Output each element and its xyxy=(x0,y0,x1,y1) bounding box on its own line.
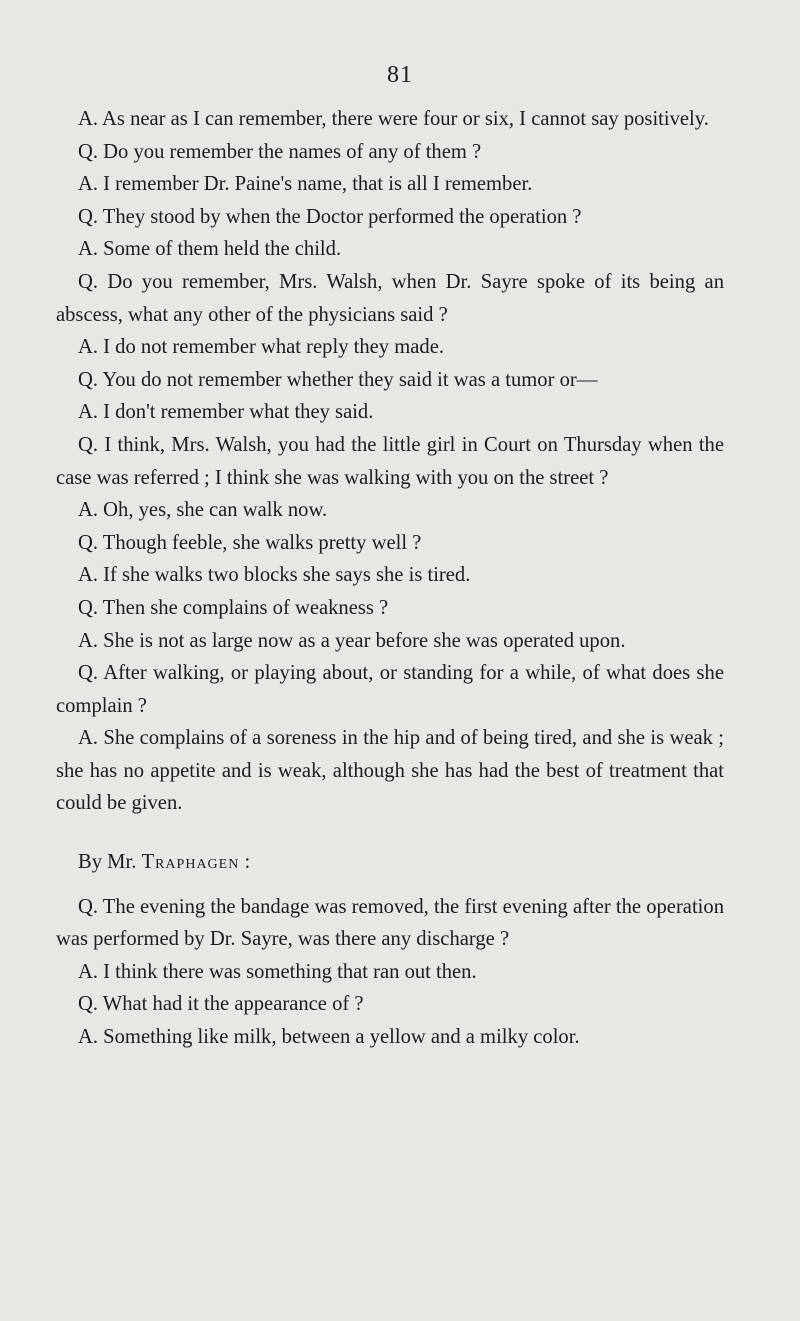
paragraph: A. I think there was something that ran out then. xyxy=(78,960,477,983)
byline-suffix: : xyxy=(239,851,251,874)
paragraph: Q. Though feeble, she walks pretty well ? xyxy=(78,531,422,554)
paragraph: Q. I think, Mrs. Walsh, you had the little girl in Court on Thursday when the case was referred ; I think she was walking with you on the street ? xyxy=(56,433,724,489)
paragraph: A. I remember Dr. Paine's name, that is all I remember. xyxy=(78,173,533,196)
paragraph: Q. Do you remember the names of any of them ? xyxy=(78,140,482,163)
paragraph: Q. They stood by when the Doctor performed the operation ? xyxy=(78,205,582,228)
testimony-part-2 xyxy=(56,891,724,1054)
paragraph: A. As near as I can remember, there were four or six, I cannot say positively. xyxy=(78,108,709,130)
paragraph: A. If she walks two blocks she says she is tired. xyxy=(78,564,471,587)
paragraph: Q. Do you remember, Mrs. Walsh, when Dr. Sayre spoke of its being an abscess, what any other of the physicians said ? xyxy=(56,270,724,326)
testimony-part-1 xyxy=(56,103,724,820)
paragraph: A. I don't remember what they said. xyxy=(78,401,374,424)
paragraph: A. I do not remember what reply they made. xyxy=(78,336,444,359)
paragraph: Q. The evening the bandage was removed, the first evening after the operation was performed by Dr. Sayre, was there any discharge ? xyxy=(56,895,724,951)
paragraph: Q. After walking, or playing about, or standing for a while, of what does she complain ? xyxy=(56,662,724,717)
paragraph: A. She is not as large now as a year before she was operated upon. xyxy=(78,629,626,652)
byline-prefix: By Mr. xyxy=(78,851,142,874)
paragraph: Q. What had it the appearance of ? xyxy=(78,993,364,1016)
paragraph: Q. You do not remember whether they said it was a tumor or— xyxy=(78,368,598,391)
paragraph: Q. Then she complains of weakness ? xyxy=(78,596,389,619)
examiner-byline xyxy=(56,846,724,879)
paragraph: A. Oh, yes, she can walk now. xyxy=(78,499,328,522)
paragraph: A. Some of them held the child. xyxy=(78,238,342,261)
testimony-text xyxy=(56,103,724,1054)
byline-name: Traphagen xyxy=(141,851,240,874)
paragraph: A. She complains of a soreness in the hip and of being tired, and she is weak ; she has no appetite and is weak, although she has had the best of treatment that could be given. xyxy=(56,727,724,815)
page-number: 81 xyxy=(387,62,413,88)
paragraph: A. Something like milk, between a yellow and a milky color. xyxy=(78,1026,580,1049)
